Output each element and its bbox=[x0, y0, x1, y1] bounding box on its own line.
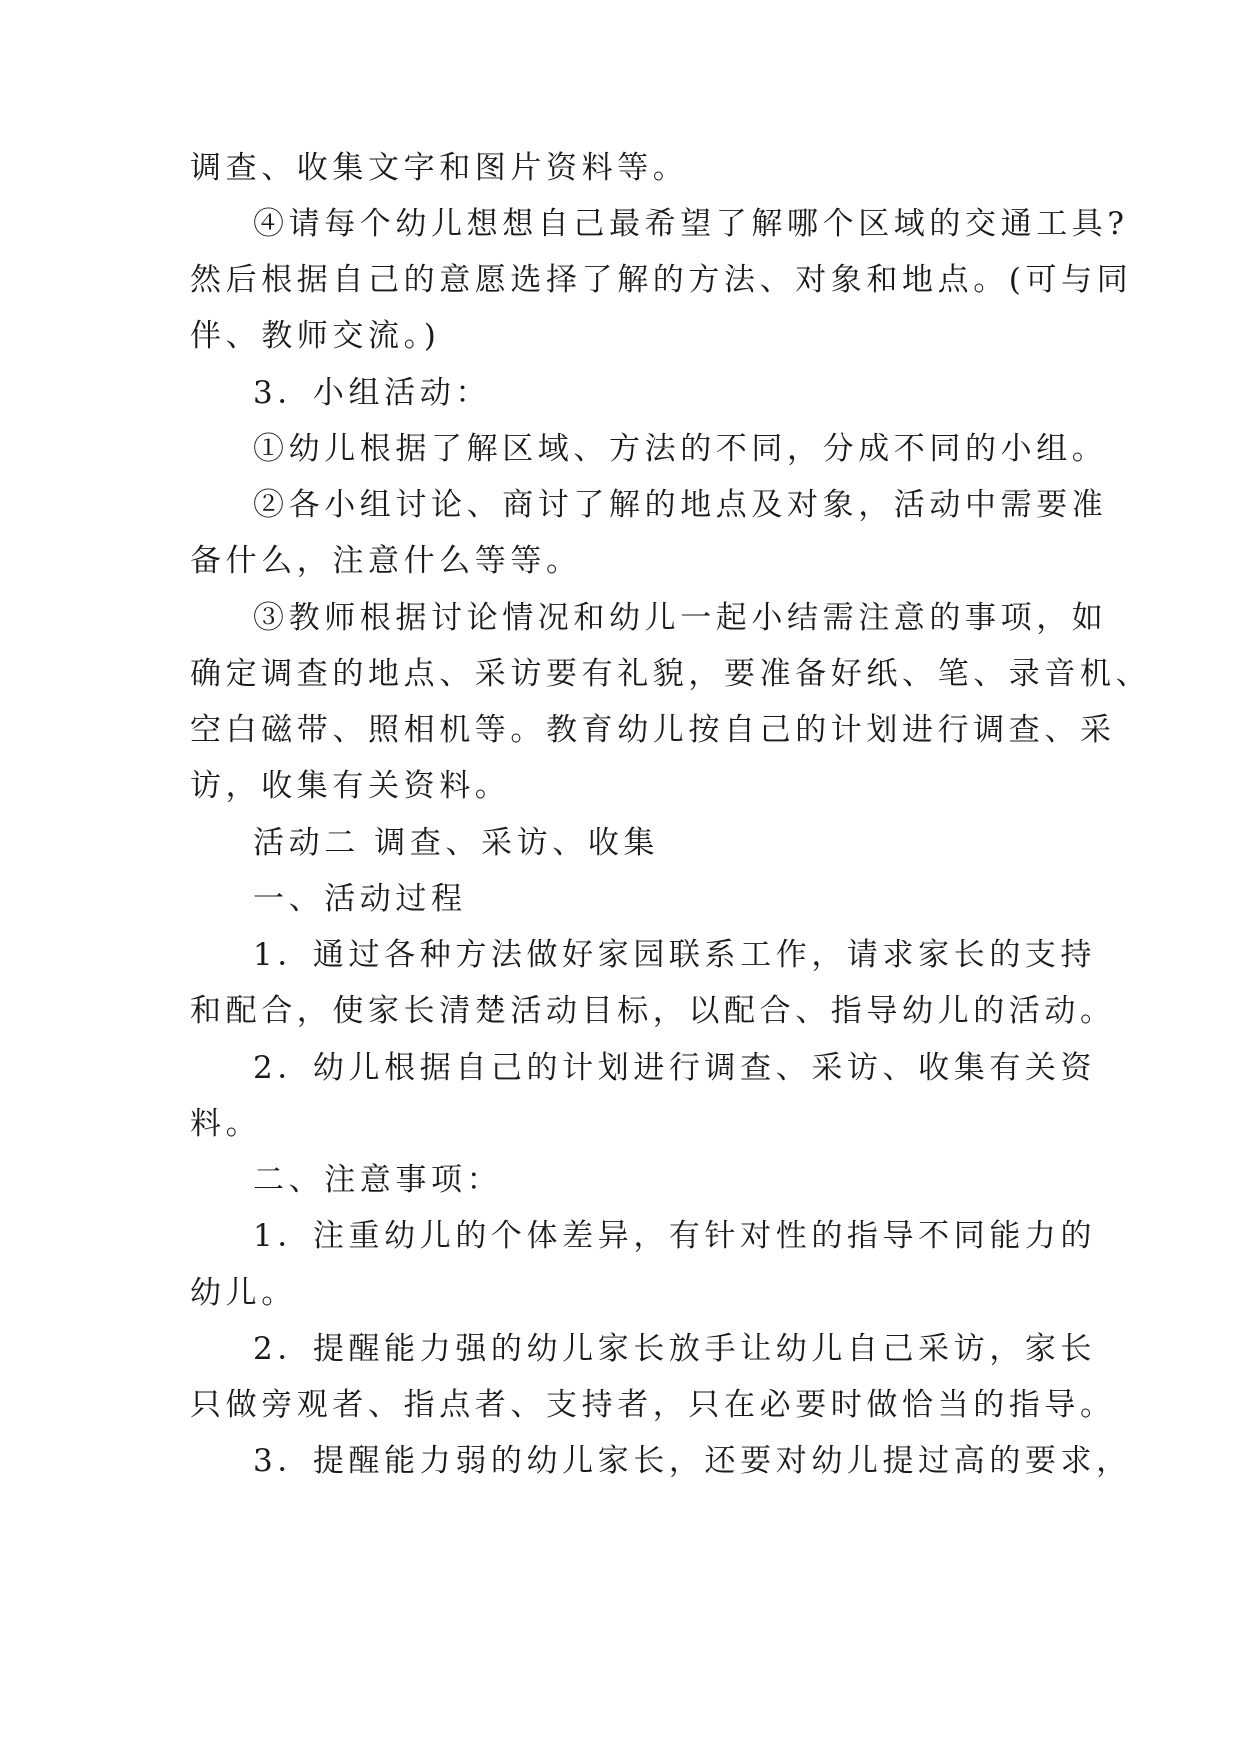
section-heading: 二、注意事项： bbox=[253, 1162, 503, 1198]
text-line: ②各小组讨论、商讨了解的地点及对象，活动中需要准 bbox=[253, 487, 1108, 523]
section-heading: 活动二 调查、采访、收集 bbox=[253, 825, 660, 861]
text-line: 只做旁观者、指点者、支持者，只在必要时做恰当的指导。 bbox=[190, 1387, 1116, 1423]
text-line: 3．提醒能力弱的幼儿家长，还要对幼儿提过高的要求， bbox=[253, 1443, 1132, 1479]
text-line: 幼儿。 bbox=[190, 1275, 297, 1311]
text-line: ③教师根据讨论情况和幼儿一起小结需注意的事项，如 bbox=[253, 600, 1108, 636]
text-line: 1．通过各种方法做好家园联系工作，请求家长的支持 bbox=[253, 937, 1097, 973]
text-line: 2．幼儿根据自己的计划进行调查、采访、收集有关资 bbox=[253, 1050, 1097, 1086]
text-line: 访，收集有关资料。 bbox=[190, 768, 511, 804]
text-line: 料。 bbox=[190, 1106, 262, 1142]
text-line: ①幼儿根据了解区域、方法的不同，分成不同的小组。 bbox=[253, 431, 1108, 467]
text-line: 和配合，使家长清楚活动目标，以配合、指导幼儿的活动。 bbox=[190, 993, 1116, 1029]
text-line: 2．提醒能力强的幼儿家长放手让幼儿自己采访，家长 bbox=[253, 1331, 1097, 1367]
text-line: 然后根据自己的意愿选择了解的方法、对象和地点。(可与同 bbox=[190, 262, 1133, 298]
text-line: 确定调查的地点、采访要有礼貌，要准备好纸、笔、录音机、 bbox=[190, 656, 1152, 692]
text-line: ④请每个幼儿想想自己最希望了解哪个区域的交通工具? bbox=[253, 206, 1129, 242]
text-line: 备什么，注意什么等等。 bbox=[190, 543, 582, 579]
text-line: 伴、教师交流。) bbox=[190, 318, 441, 354]
section-heading: 3．小组活动： bbox=[253, 375, 491, 411]
section-heading: 一、活动过程 bbox=[253, 881, 467, 917]
text-line: 空白磁带、照相机等。教育幼儿按自己的计划进行调查、采 bbox=[190, 712, 1116, 748]
text-line: 调查、收集文字和图片资料等。 bbox=[190, 150, 689, 186]
text-line: 1．注重幼儿的个体差异，有针对性的指导不同能力的 bbox=[253, 1218, 1097, 1254]
